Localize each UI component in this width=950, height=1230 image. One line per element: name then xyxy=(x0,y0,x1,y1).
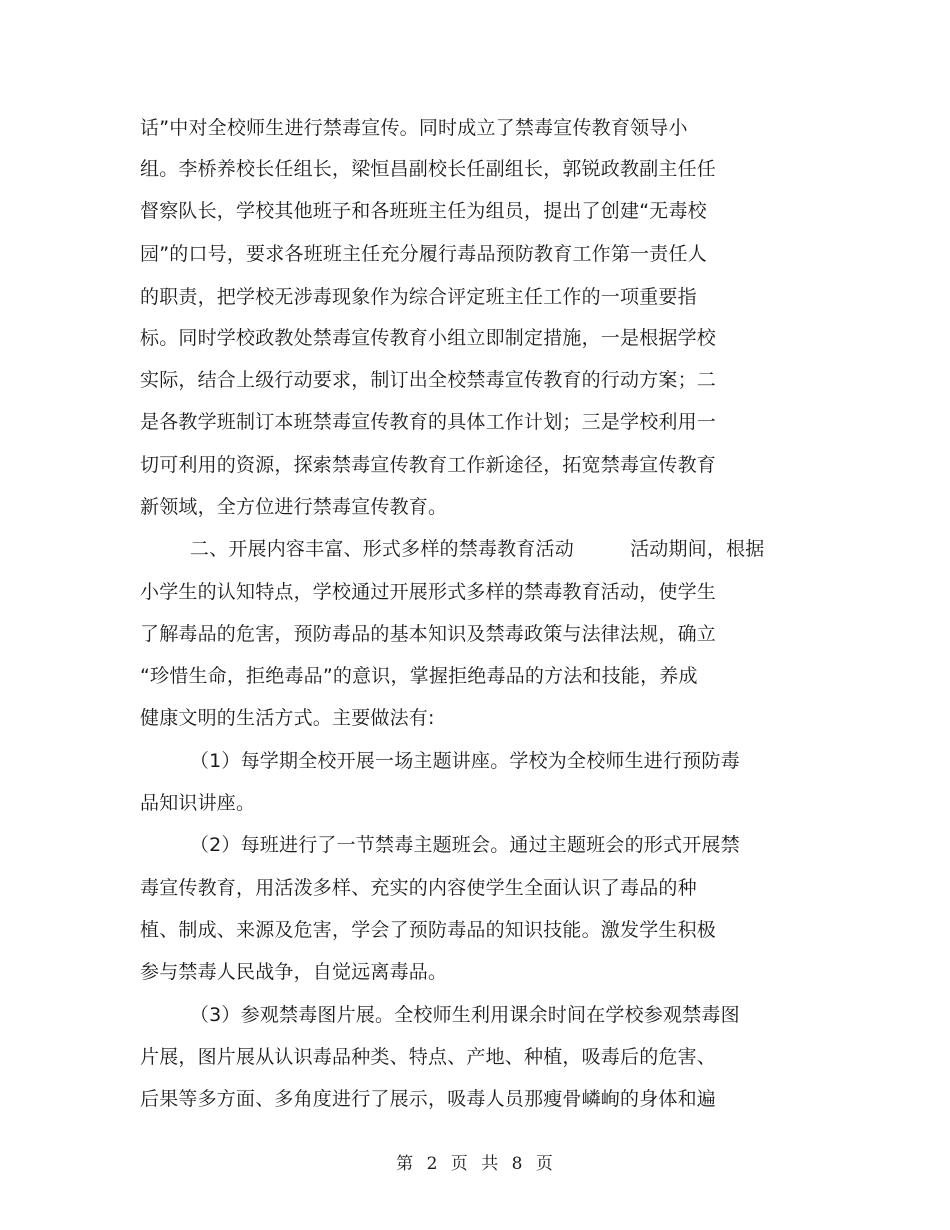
section-heading-line: 二、开展内容丰富、形式多样的禁毒教育活动 活动期间，根据 xyxy=(140,538,765,560)
text-line: 片展，图片展从认识毒品种类、特点、产地、种植，吸毒后的危害、 xyxy=(140,1046,717,1068)
text-line: 新领域，全方位进行禁毒宣传教育。 xyxy=(140,496,448,518)
text-line: 品知识讲座。 xyxy=(140,792,256,814)
text-line: 后果等多方面、多角度进行了展示，吸毒人员那瘦骨嶙峋的身体和遍 xyxy=(140,1088,717,1110)
text-line: 了解毒品的危害，预防毒品的基本知识及禁毒政策与法律法规，确立 xyxy=(140,623,717,645)
text-line: 实际，结合上级行动要求，制订出全校禁毒宣传教育的行动方案；二 xyxy=(140,369,717,391)
text-line: 参与禁毒人民战争，自觉远离毒品。 xyxy=(140,961,448,983)
list-item-line: （2）每班进行了一节禁毒主题班会。通过主题班会的形式开展禁 xyxy=(140,834,740,856)
text-line: 的职责，把学校无涉毒现象作为综合评定班主任工作的一项重要指 xyxy=(140,286,697,308)
text-line: “珍惜生命，拒绝毒品”的意识，掌握拒绝毒品的方法和技能，养成 xyxy=(140,665,698,687)
text-line: 督察队长，学校其他班子和各班班主任为组员，提出了创建“无毒校 xyxy=(140,200,707,222)
text-line: 植、制成、来源及危害，学会了预防毒品的知识技能。激发学生积极 xyxy=(140,919,717,941)
text-line: 切可利用的资源，探索禁毒宣传教育工作新途径，拓宽禁毒宣传教育 xyxy=(140,454,717,476)
text-line: 话”中对全校师生进行禁毒宣传。同时成立了禁毒宣传教育领导小 xyxy=(140,117,688,139)
list-item-line: （3）参观禁毒图片展。全校师生利用课余时间在学校参观禁毒图 xyxy=(140,1004,740,1026)
text-line: 组。李桥养校长任组长，梁恒昌副校长任副组长，郭锐政教副主任任 xyxy=(140,158,717,180)
text-line: 园”的口号，要求各班班主任充分履行毒品预防教育工作第一责任人 xyxy=(140,243,707,265)
page-footer: 第 2 页 共 8 页 xyxy=(396,1154,554,1174)
text-line: 毒宣传教育，用活泼多样、充实的内容使学生全面认识了毒品的种 xyxy=(140,877,697,899)
text-line: 是各教学班制订本班禁毒宣传教育的具体工作计划；三是学校利用一 xyxy=(140,411,717,433)
text-line: 小学生的认知特点，学校通过开展形式多样的禁毒教育活动，使学生 xyxy=(140,581,717,603)
list-item-line: （1）每学期全校开展一场主题讲座。学校为全校师生进行预防毒 xyxy=(140,750,740,772)
text-line: 健康文明的生活方式。主要做法有: xyxy=(140,707,435,729)
text-line: 标。同时学校政教处禁毒宣传教育小组立即制定措施，一是根据学校 xyxy=(140,327,717,349)
